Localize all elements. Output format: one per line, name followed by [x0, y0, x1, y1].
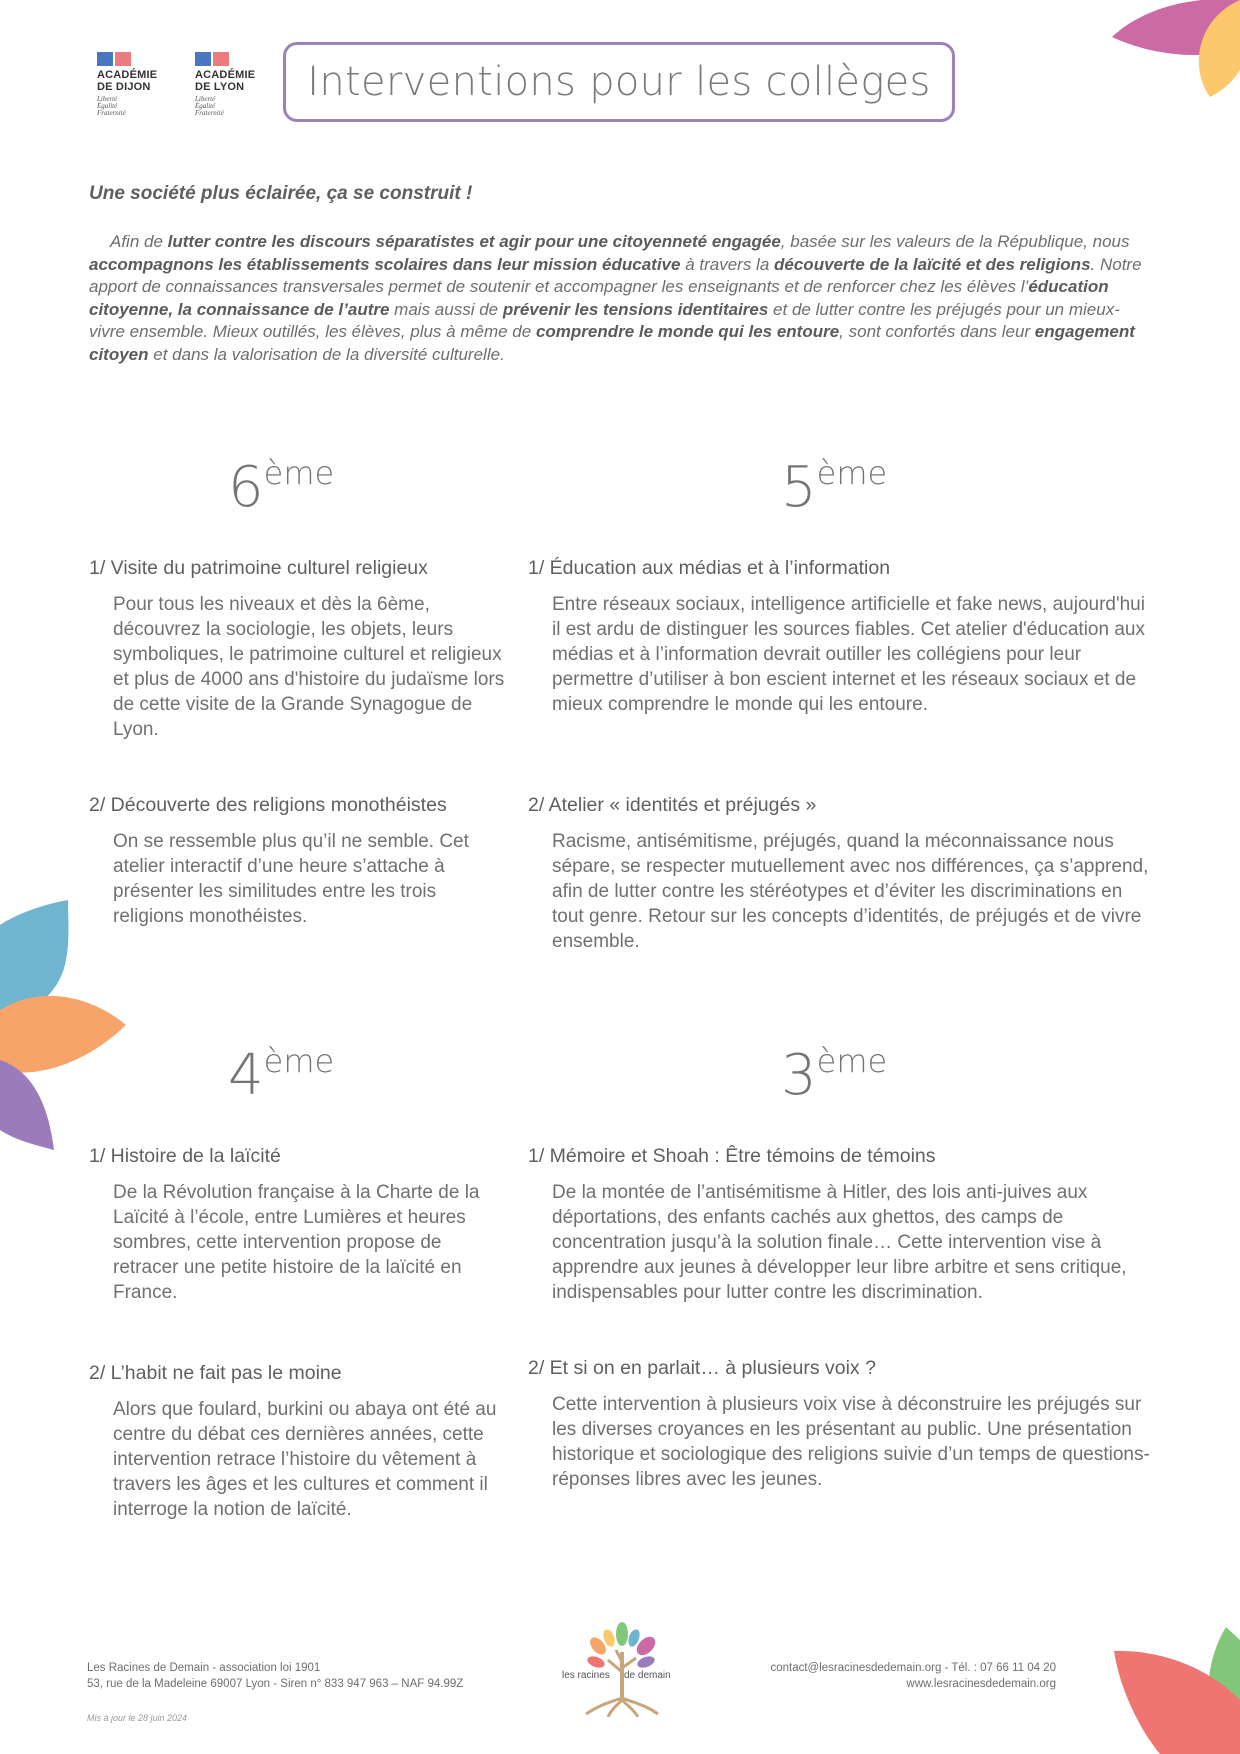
section-5-1: [528, 556, 1158, 717]
logo-motto: Liberté Égalité Fraternité: [195, 95, 224, 117]
section-3-2: [528, 1356, 1158, 1492]
section-title: 2/ Découverte des religions monothéistes: [89, 794, 447, 816]
grade-number: 4: [228, 1043, 264, 1108]
petal-green-icon: [1208, 1627, 1240, 1740]
footer-contact: [770, 1660, 1056, 1692]
section-title: 1/ Éducation aux médias et à l’information: [528, 557, 891, 579]
intro-text: et de lutter contre les préjugés pour un mieux-vivre ensemble. Mieux outillés, les élèves, plus à même de: [89, 299, 1120, 341]
intro-text: Afin de: [110, 232, 168, 251]
intro-paragraph: [89, 231, 1151, 366]
footer-org-line: Les Racines de Demain - association loi 1901: [87, 1662, 321, 1674]
section-title: 2/ L’habit ne fait pas le moine: [89, 1362, 342, 1384]
intro-emphasis: engagement citoyen: [89, 322, 1135, 364]
intro-emphasis: comprendre le monde qui les entoure: [535, 322, 840, 341]
footer-updated-date: Mis à jour le 28 juin 2024: [87, 1713, 188, 1723]
page-title: Interventions pour les collèges: [307, 59, 931, 105]
section-text: On se ressemble plus qu’il ne semble. Cet atelier interactif d’une heure s’attache à présenter les similitudes entre les trois religions monothéistes.: [113, 831, 469, 927]
section-title: 1/ Mémoire et Shoah : Être témoins de témoins: [528, 1145, 936, 1167]
grade-heading-5: [781, 455, 887, 520]
grade-suffix: ème: [263, 454, 335, 492]
section-title: 2/ Et si on en parlait… à plusieurs voix ?: [528, 1357, 876, 1379]
intro-emphasis: accompagnons les établissements scolaires dans leur mission éducative: [89, 254, 681, 274]
petal-purple-icon: [0, 1060, 54, 1150]
logo-region: DE LYON: [195, 81, 245, 93]
petal-blue-icon: [0, 900, 69, 1020]
intro-emphasis: découverte de la laïcité et des religions: [774, 254, 1091, 274]
grade-suffix: ème: [263, 1042, 335, 1080]
grade-heading-6: [228, 455, 334, 520]
section-text: De la Révolution française à la Charte de la Laïcité à l’école, entre Lumières et heures sombres, cette intervention propose de retracer une petite histoire de la laïcité en France.: [113, 1182, 480, 1303]
footer-website-link[interactable]: www.lesracinesdedemain.org: [906, 1678, 1056, 1690]
section-4-2: [89, 1361, 509, 1522]
logo-text-left: les racines: [562, 1670, 610, 1681]
intro-text: , basée sur les valeurs de la République, nous: [780, 232, 1130, 251]
grade-suffix: ème: [816, 454, 888, 492]
intro-emphasis: lutter contre les discours séparatistes et agir pour une citoyenneté engagée: [167, 232, 781, 251]
section-title: 1/ Visite du patrimoine culturel religieux: [89, 557, 428, 579]
marianne-flag-icon: [97, 52, 131, 66]
marianne-flag-icon: [195, 52, 229, 66]
petal-red-icon: [1114, 1651, 1240, 1754]
tagline: Une société plus éclairée, ça se construit !: [89, 183, 473, 204]
logo-text-right: de demain: [624, 1670, 671, 1681]
logo-name: ACADÉMIE: [97, 69, 158, 81]
grade-number: 3: [781, 1043, 817, 1108]
logo-motto: Liberté Égalité Fraternité: [97, 95, 126, 117]
section-6-2: [89, 793, 509, 929]
footer-address-line: 53, rue de la Madeleine 69007 Lyon - Siren n° 833 947 963 – NAF 94.99Z: [87, 1678, 464, 1690]
grade-number: 5: [781, 455, 817, 520]
intro-text: à travers la: [680, 254, 775, 274]
section-title: 2/ Atelier « identités et préjugés »: [528, 794, 817, 816]
grade-heading-3: [781, 1043, 887, 1108]
grade-heading-4: [228, 1043, 334, 1108]
footer-contact-line[interactable]: contact@lesracinesdedemain.org - Tél. : 07 66 11 04 20: [770, 1662, 1056, 1674]
logo-region: DE DIJON: [97, 81, 151, 93]
section-text: De la montée de l’antisémitisme à Hitler, des lois anti-juives aux déportations, des enfants cachés aux ghettos, des camps de concentration jusqu’à la solution finale… Cette intervention vise à apprendre aux jeunes à développer leur libre arbitre et sens critique, indispensables pour lutter contre les discrimination.: [552, 1182, 1127, 1303]
section-text: Racisme, antisémitisme, préjugés, quand la méconnaissance nous sépare, se respecter mutuellement avec nos différences, ça s’apprend, afin de lutter contre les stéréotypes et d’éviter les discriminations en tout genre. Retour sur les concepts d’identités, de préjugés et de vivre ensemble.: [552, 831, 1149, 952]
section-6-1: [89, 556, 509, 742]
section-3-1: [528, 1144, 1158, 1305]
intro-emphasis: prévenir les tensions identitaires: [502, 299, 769, 319]
academie-dijon-logo: [97, 52, 177, 117]
section-text: Pour tous les niveaux et dès la 6ème, découvrez la sociologie, les objets, leurs symboliques, le patrimoine culturel et religieux et plus de 4000 ans d'histoire du judaïsme lors de cette visite de la Grande Synagogue de Lyon.: [113, 594, 505, 740]
petal-orange-icon: [0, 996, 126, 1073]
section-text: Entre réseaux sociaux, intelligence artificielle et fake news, aujourd'hui il est ardu de distinguer les sources fiables. Cet atelier d'éducation aux médias et à l’information devrait outiller les collégiens pour leur permettre d’utiliser à bon escient internet et les réseaux sociaux et de mieux comprendre le monde qui les entoure.: [552, 594, 1145, 715]
logo-name: ACADÉMIE: [195, 69, 256, 81]
grade-number: 6: [228, 455, 264, 520]
intro-text: , sont confortés dans leur: [839, 322, 1035, 341]
intro-emphasis: éducation citoyenne, la connaissance de l’autre: [89, 277, 1109, 319]
petal-yellow-icon: [1199, 0, 1240, 97]
intro-text: mais aussi de: [389, 299, 503, 319]
section-4-1: [89, 1144, 509, 1305]
section-text: Cette intervention à plusieurs voix vise à déconstruire les préjugés sur les diverses croyances en les présentant au public. Une présentation historique et sociologique des religions suivie d’un temps de questions-réponses libres avec les jeunes.: [552, 1394, 1150, 1490]
section-title: 1/ Histoire de la laïcité: [89, 1145, 281, 1167]
section-5-2: [528, 793, 1158, 954]
section-text: Alors que foulard, burkini ou abaya ont été au centre du débat ces dernières années, cette intervention retrace l’histoire du vêtement à travers les âges et les cultures et comment il interroge la notion de laïcité.: [113, 1399, 497, 1520]
petal-pink-icon: [1112, 0, 1240, 55]
intro-text: et dans la valorisation de la diversité culturelle.: [148, 344, 505, 364]
intro-text: . Notre apport de connaissances transversales permet de soutenir et accompagner les enseignants et de renforcer chez les élèves l’: [89, 254, 1142, 296]
les-racines-de-demain-logo: [556, 1622, 686, 1717]
footer-org-info: [87, 1660, 463, 1692]
title-box: [283, 42, 955, 122]
grade-suffix: ème: [816, 1042, 888, 1080]
academie-lyon-logo: [195, 52, 275, 117]
